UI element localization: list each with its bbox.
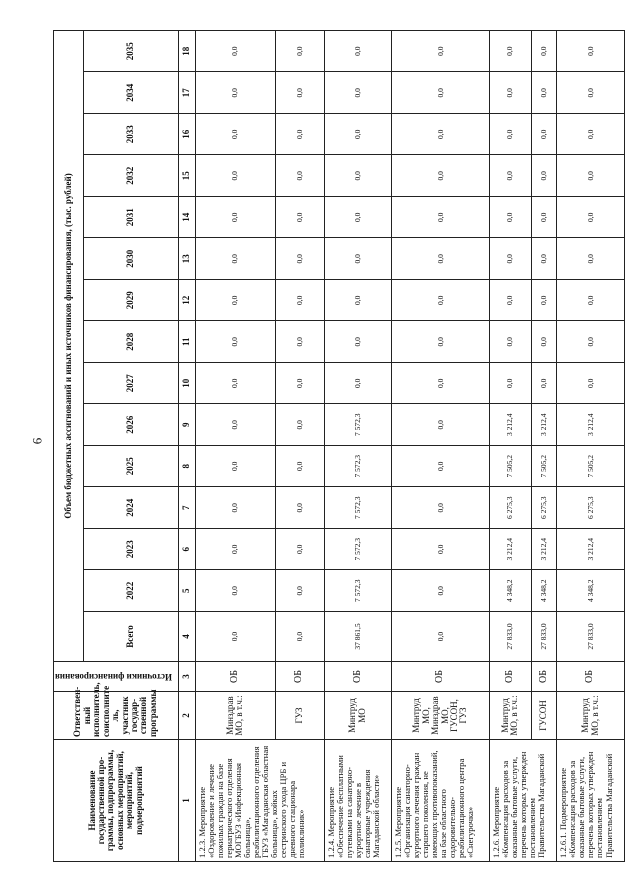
value-cell: 0,0	[392, 238, 490, 280]
row-name: 1.2.6.1. Подмероприятие «Компенсация расходов за оказанные бытовые услуги, перечень которых утвержден постановлением Правительства Магаданской	[557, 740, 624, 862]
value-cell: 0,0	[392, 197, 490, 239]
value-cell: 0,0	[531, 321, 557, 363]
value-cell: 0,0	[392, 529, 490, 571]
value-cell: 0,0	[275, 446, 324, 488]
value-cell: 0,0	[490, 280, 532, 322]
header-executor: Ответствен-ный исполнитель, соисполните ль, участник государ-ственной программы	[54, 692, 179, 740]
value-cell: 27 833,0	[490, 612, 532, 662]
column-number: 7	[178, 487, 195, 529]
value-cell: 0,0	[275, 197, 324, 239]
value-cell: 3 212,4	[557, 404, 624, 446]
value-cell: 0,0	[324, 238, 391, 280]
row-source-sub: ОБ	[275, 662, 324, 692]
value-cell: 0,0	[557, 30, 624, 72]
header-funding-group: Объем бюджетных ассигнований и иных источников финансирования, (тыс. рублей)	[54, 30, 84, 661]
table-row	[324, 30, 391, 861]
value-cell: 0,0	[195, 114, 275, 156]
value-cell: 0,0	[557, 197, 624, 239]
header-year: 2032	[84, 155, 179, 197]
column-number: 13	[178, 238, 195, 280]
table-subrow	[275, 30, 324, 861]
row-executor-sub: ГУЗ	[275, 692, 324, 740]
value-cell: 0,0	[195, 487, 275, 529]
value-cell: 0,0	[195, 321, 275, 363]
value-cell: 6 275,3	[490, 487, 532, 529]
row-executor: Минздрав МО, в т.ч.:	[195, 692, 275, 740]
value-cell: 0,0	[490, 197, 532, 239]
value-cell: 0,0	[392, 280, 490, 322]
header-source: Источники финансирования	[55, 672, 172, 683]
row-executor: Минтруд МО	[324, 692, 391, 740]
column-number: 18	[178, 30, 195, 72]
value-cell: 0,0	[195, 30, 275, 72]
column-number: 14	[178, 197, 195, 239]
value-cell: 0,0	[275, 487, 324, 529]
row-source: ОБ	[324, 662, 391, 692]
value-cell: 3 212,4	[490, 404, 532, 446]
value-cell: 0,0	[195, 529, 275, 571]
value-cell: 0,0	[392, 487, 490, 529]
value-cell: 0,0	[324, 280, 391, 322]
value-cell: 0,0	[557, 321, 624, 363]
value-cell: 0,0	[392, 446, 490, 488]
header-year: 2028	[84, 321, 179, 363]
value-cell: 0,0	[531, 238, 557, 280]
value-cell: 37 861,5	[324, 612, 391, 662]
column-number: 8	[178, 446, 195, 488]
header-year: 2027	[84, 363, 179, 405]
row-executor: Минтруд МО, в т.ч.:	[490, 692, 532, 740]
value-cell: 0,0	[275, 363, 324, 405]
value-cell: 0,0	[275, 238, 324, 280]
value-cell: 0,0	[392, 114, 490, 156]
header-name: Наименование государственной про-граммы, подпрограммы, основных мероприятий, мероприятий, подмероприятий	[54, 740, 179, 862]
column-number: 9	[178, 404, 195, 446]
value-cell: 0,0	[490, 363, 532, 405]
value-cell: 7 572,3	[324, 529, 391, 571]
value-cell: 0,0	[392, 363, 490, 405]
value-cell: 0,0	[392, 570, 490, 612]
row-source: ОБ	[392, 662, 490, 692]
value-cell: 7 572,3	[324, 404, 391, 446]
funding-table	[53, 30, 625, 862]
value-cell: 0,0	[490, 114, 532, 156]
value-cell: 0,0	[392, 612, 490, 662]
header-year: 2030	[84, 238, 179, 280]
column-number: 12	[178, 280, 195, 322]
value-cell: 7 572,3	[324, 570, 391, 612]
value-cell: 0,0	[195, 72, 275, 114]
value-cell: 0,0	[195, 446, 275, 488]
value-cell: 0,0	[557, 114, 624, 156]
row-name: 1.2.6. Мероприятие «Компенсация расходов за оказанные бытовые услуги, перечень которых утвержден постановлением Правительства Магаданской	[490, 740, 557, 862]
value-cell: 0,0	[531, 114, 557, 156]
value-cell: 0,0	[490, 155, 532, 197]
value-cell: 0,0	[275, 321, 324, 363]
value-cell: 0,0	[557, 155, 624, 197]
value-cell: 0,0	[275, 30, 324, 72]
row-name: 1.2.4. Мероприятие «Обеспечение бесплатными путевками на санаторно-курортное лечение в санаторные учреждения Магаданской области»	[324, 740, 391, 862]
value-cell: 0,0	[195, 155, 275, 197]
value-cell: 0,0	[275, 404, 324, 446]
value-cell: 0,0	[324, 30, 391, 72]
value-cell: 0,0	[531, 30, 557, 72]
column-number: 4	[178, 612, 195, 662]
value-cell: 3 212,4	[531, 529, 557, 571]
table-row	[195, 30, 275, 861]
value-cell: 4 348,2	[490, 570, 532, 612]
value-cell: 7 505,2	[557, 446, 624, 488]
header-year: 2024	[84, 487, 179, 529]
value-cell: 0,0	[275, 114, 324, 156]
row-executor: Минтруд МО, Минздрав МО, ГУСОН, ГУЗ	[392, 692, 490, 740]
value-cell: 3 212,4	[557, 529, 624, 571]
value-cell: 4 348,2	[557, 570, 624, 612]
value-cell: 0,0	[557, 72, 624, 114]
value-cell: 0,0	[195, 404, 275, 446]
header-year: 2033	[84, 114, 179, 156]
value-cell: 0,0	[490, 72, 532, 114]
value-cell: 7 505,2	[490, 446, 532, 488]
value-cell: 0,0	[324, 72, 391, 114]
value-cell: 0,0	[324, 321, 391, 363]
value-cell: 0,0	[392, 30, 490, 72]
header-year: 2034	[84, 72, 179, 114]
value-cell: 6 275,3	[557, 487, 624, 529]
header-year: 2023	[84, 529, 179, 571]
value-cell: 0,0	[195, 197, 275, 239]
table-row	[490, 30, 532, 861]
column-number: 5	[178, 570, 195, 612]
header-total: Всего	[84, 612, 179, 662]
column-number: 11	[178, 321, 195, 363]
column-number: 6	[178, 529, 195, 571]
value-cell: 0,0	[531, 72, 557, 114]
value-cell: 27 833,0	[557, 612, 624, 662]
column-number: 15	[178, 155, 195, 197]
value-cell: 0,0	[324, 363, 391, 405]
value-cell: 0,0	[324, 114, 391, 156]
value-cell: 7 572,3	[324, 446, 391, 488]
value-cell: 0,0	[392, 321, 490, 363]
value-cell: 0,0	[392, 404, 490, 446]
value-cell: 0,0	[490, 321, 532, 363]
value-cell: 0,0	[557, 280, 624, 322]
value-cell: 0,0	[531, 363, 557, 405]
column-number: 2	[178, 692, 195, 740]
value-cell: 0,0	[490, 30, 532, 72]
header-year: 2029	[84, 280, 179, 322]
column-number: 10	[178, 363, 195, 405]
value-cell: 0,0	[392, 72, 490, 114]
table-row	[557, 30, 624, 861]
column-number: 16	[178, 114, 195, 156]
value-cell: 0,0	[531, 197, 557, 239]
value-cell: 7 505,2	[531, 446, 557, 488]
row-source: ОБ	[195, 662, 275, 692]
value-cell: 0,0	[195, 612, 275, 662]
value-cell: 27 833,0	[531, 612, 557, 662]
value-cell: 7 572,3	[324, 487, 391, 529]
value-cell: 0,0	[392, 155, 490, 197]
column-number: 1	[178, 740, 195, 862]
value-cell: 0,0	[275, 529, 324, 571]
value-cell: 0,0	[275, 280, 324, 322]
page-number: 6	[29, 437, 45, 445]
header-year: 2035	[84, 30, 179, 72]
value-cell: 0,0	[195, 238, 275, 280]
value-cell: 0,0	[490, 238, 532, 280]
column-number: 3	[178, 662, 195, 692]
table-row	[392, 30, 490, 861]
value-cell: 6 275,3	[531, 487, 557, 529]
rotated-table-container	[53, 31, 620, 862]
value-cell: 0,0	[557, 363, 624, 405]
table-subrow	[531, 30, 557, 861]
value-cell: 0,0	[324, 197, 391, 239]
value-cell: 0,0	[195, 280, 275, 322]
value-cell: 3 212,4	[490, 529, 532, 571]
row-executor: Минтруд МО, в т.ч.:	[557, 692, 624, 740]
row-executor-sub: ГУСОН	[531, 692, 557, 740]
row-source: ОБ	[490, 662, 532, 692]
row-source-sub: ОБ	[531, 662, 557, 692]
row-name: 1.2.5. Мероприятие «Организация санаторно-курортного лечения граждан старшего поколения, не имеющих противопоказаний, на базе областного оздоровительно-реабилитационного центра «Снегурочка»	[392, 740, 490, 862]
value-cell: 0,0	[531, 280, 557, 322]
header-year: 2025	[84, 446, 179, 488]
value-cell: 0,0	[324, 155, 391, 197]
column-number: 17	[178, 72, 195, 114]
header-year: 2031	[84, 197, 179, 239]
value-cell: 0,0	[195, 363, 275, 405]
value-cell: 0,0	[557, 238, 624, 280]
value-cell: 4 348,2	[531, 570, 557, 612]
value-cell: 0,0	[275, 72, 324, 114]
row-source: ОБ	[557, 662, 624, 692]
value-cell: 0,0	[195, 570, 275, 612]
value-cell: 3 212,4	[531, 404, 557, 446]
value-cell: 0,0	[275, 612, 324, 662]
value-cell: 0,0	[531, 155, 557, 197]
header-year: 2026	[84, 404, 179, 446]
row-name: 1.2.3. Мероприятие «Оздоровление и лечение пожилых граждан на базе гериатрического отделения МОГБУЗ «Инфекционная больница», реабилитационного отделения ГБУЗ «Магаданская областная больница», койках сестринского ухода ЦРБ и дневного стационара поликлиник»	[195, 740, 324, 862]
header-year: 2022	[84, 570, 179, 612]
value-cell: 0,0	[275, 155, 324, 197]
value-cell: 0,0	[275, 570, 324, 612]
